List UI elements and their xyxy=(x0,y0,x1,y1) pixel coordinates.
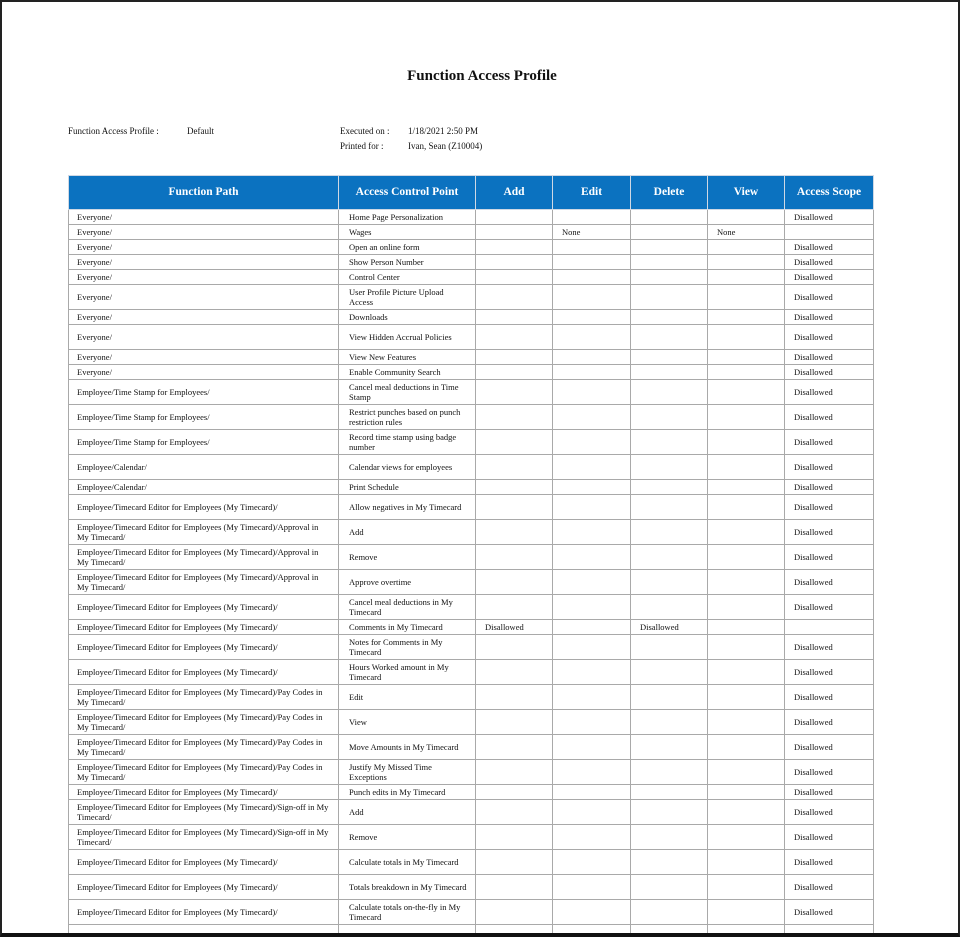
cell-function-path: Employee/Timecard Editor for Employees (My Timecard)/ xyxy=(69,850,339,875)
cell-view xyxy=(708,570,785,595)
cell-access-scope: Disallowed xyxy=(785,685,874,710)
cell-add xyxy=(476,225,553,240)
cell-add xyxy=(476,480,553,495)
cell-add: Disallowed xyxy=(476,620,553,635)
cell-access-control-point: Justify My Missed Time Exceptions xyxy=(339,760,476,785)
printed-value: Ivan, Sean (Z10004) xyxy=(408,141,482,151)
cell-access-scope: Disallowed xyxy=(785,925,874,937)
cell-access-scope: Disallowed xyxy=(785,325,874,350)
cell-add xyxy=(476,660,553,685)
cell-access-scope: Disallowed xyxy=(785,405,874,430)
cell-view xyxy=(708,925,785,937)
cell-view xyxy=(708,660,785,685)
cell-add xyxy=(476,455,553,480)
table-row xyxy=(69,685,874,710)
table-row xyxy=(69,430,874,455)
cell-edit xyxy=(553,430,631,455)
cell-add xyxy=(476,405,553,430)
col-access-control-point: Access Control Point xyxy=(339,176,476,210)
cell-view xyxy=(708,210,785,225)
cell-delete xyxy=(631,455,708,480)
col-access-scope: Access Scope xyxy=(785,176,874,210)
cell-access-control-point: Home Page Personalization xyxy=(339,210,476,225)
cell-view xyxy=(708,255,785,270)
cell-edit xyxy=(553,620,631,635)
table-row xyxy=(69,480,874,495)
cell-access-control-point: Remove xyxy=(339,545,476,570)
cell-add xyxy=(476,430,553,455)
cell-access-control-point: Control Center xyxy=(339,270,476,285)
cell-delete xyxy=(631,520,708,545)
col-view: View xyxy=(708,176,785,210)
cell-function-path: Everyone/ xyxy=(69,270,339,285)
cell-add xyxy=(476,380,553,405)
cell-access-scope: Disallowed xyxy=(785,850,874,875)
cell-edit xyxy=(553,405,631,430)
cell-view xyxy=(708,850,785,875)
cell-add xyxy=(476,255,553,270)
cell-view xyxy=(708,785,785,800)
cell-add xyxy=(476,635,553,660)
cell-delete xyxy=(631,850,708,875)
cell-add xyxy=(476,925,553,937)
cell-function-path: Employee/Timecard Editor for Employees (My Timecard)/ xyxy=(69,620,339,635)
cell-delete xyxy=(631,310,708,325)
cell-add xyxy=(476,825,553,850)
cell-function-path: Employee/Timecard Editor for Employees (My Timecard)/ xyxy=(69,900,339,925)
cell-view xyxy=(708,875,785,900)
cell-access-scope xyxy=(785,225,874,240)
cell-view xyxy=(708,595,785,620)
executed-label: Executed on : xyxy=(340,126,389,136)
cell-delete xyxy=(631,660,708,685)
table-row xyxy=(69,660,874,685)
cell-edit xyxy=(553,380,631,405)
cell-add xyxy=(476,285,553,310)
cell-access-scope: Disallowed xyxy=(785,365,874,380)
cell-function-path: Employee/Time Stamp for Employees/ xyxy=(69,380,339,405)
table-row xyxy=(69,325,874,350)
table-row xyxy=(69,380,874,405)
cell-access-scope: Disallowed xyxy=(785,875,874,900)
cell-add xyxy=(476,240,553,255)
cell-view: None xyxy=(708,225,785,240)
cell-add xyxy=(476,850,553,875)
cell-function-path: Employee/Time Stamp for Employees/ xyxy=(69,430,339,455)
cell-access-scope: Disallowed xyxy=(785,430,874,455)
cell-edit xyxy=(553,710,631,735)
cell-add xyxy=(476,495,553,520)
cell-delete xyxy=(631,760,708,785)
cell-access-control-point: Enable Community Search xyxy=(339,365,476,380)
cell-access-control-point: User Profile Picture Upload Access xyxy=(339,285,476,310)
table-row xyxy=(69,240,874,255)
cell-view xyxy=(708,310,785,325)
table-row xyxy=(69,735,874,760)
cell-access-scope: Disallowed xyxy=(785,660,874,685)
cell-view xyxy=(708,900,785,925)
cell-add xyxy=(476,875,553,900)
cell-access-control-point: View schedules in My timecard xyxy=(339,925,476,937)
cell-delete xyxy=(631,325,708,350)
cell-delete xyxy=(631,875,708,900)
cell-delete xyxy=(631,380,708,405)
cell-edit xyxy=(553,595,631,620)
cell-edit xyxy=(553,255,631,270)
table-row xyxy=(69,875,874,900)
table-row xyxy=(69,825,874,850)
cell-function-path: Employee/Calendar/ xyxy=(69,455,339,480)
cell-add xyxy=(476,760,553,785)
cell-access-control-point: Print Schedule xyxy=(339,480,476,495)
cell-edit xyxy=(553,850,631,875)
col-add: Add xyxy=(476,176,553,210)
col-delete: Delete xyxy=(631,176,708,210)
table-row xyxy=(69,365,874,380)
cell-access-control-point: Calculate totals in My Timecard xyxy=(339,850,476,875)
cell-access-scope: Disallowed xyxy=(785,635,874,660)
cell-access-scope: Disallowed xyxy=(785,255,874,270)
cell-edit xyxy=(553,825,631,850)
cell-access-scope: Disallowed xyxy=(785,800,874,825)
cell-view xyxy=(708,800,785,825)
cell-function-path: Employee/Time Stamp for Employees/ xyxy=(69,405,339,430)
cell-function-path: Employee/Timecard Editor for Employees (My Timecard)/Approval in My Timecard/ xyxy=(69,520,339,545)
table-row xyxy=(69,545,874,570)
cell-access-control-point: Hours Worked amount in My Timecard xyxy=(339,660,476,685)
cell-delete xyxy=(631,430,708,455)
cell-delete xyxy=(631,405,708,430)
cell-view xyxy=(708,430,785,455)
cell-access-scope: Disallowed xyxy=(785,825,874,850)
cell-access-scope xyxy=(785,620,874,635)
cell-access-control-point: Downloads xyxy=(339,310,476,325)
cell-access-control-point: Add xyxy=(339,800,476,825)
cell-view xyxy=(708,825,785,850)
cell-access-scope: Disallowed xyxy=(785,270,874,285)
cell-access-control-point: Notes for Comments in My Timecard xyxy=(339,635,476,660)
cell-function-path: Everyone/ xyxy=(69,365,339,380)
cell-view xyxy=(708,760,785,785)
cell-edit xyxy=(553,210,631,225)
cell-view xyxy=(708,735,785,760)
cell-add xyxy=(476,570,553,595)
table-row xyxy=(69,405,874,430)
cell-edit xyxy=(553,800,631,825)
cell-access-control-point: View xyxy=(339,710,476,735)
cell-access-scope: Disallowed xyxy=(785,480,874,495)
cell-access-scope: Disallowed xyxy=(785,900,874,925)
table-row xyxy=(69,635,874,660)
cell-edit xyxy=(553,570,631,595)
cell-add xyxy=(476,785,553,800)
cell-edit xyxy=(553,270,631,285)
cell-delete xyxy=(631,735,708,760)
cell-view xyxy=(708,710,785,735)
cell-access-scope: Disallowed xyxy=(785,350,874,365)
cell-delete xyxy=(631,255,708,270)
cell-delete xyxy=(631,285,708,310)
cell-edit xyxy=(553,925,631,937)
cell-access-scope: Disallowed xyxy=(785,785,874,800)
profile-label: Function Access Profile : xyxy=(68,126,159,136)
cell-access-scope: Disallowed xyxy=(785,595,874,620)
cell-function-path: Everyone/ xyxy=(69,210,339,225)
cell-delete xyxy=(631,225,708,240)
page-title: Function Access Profile xyxy=(2,68,960,85)
col-edit: Edit xyxy=(553,176,631,210)
cell-delete xyxy=(631,825,708,850)
cell-add xyxy=(476,800,553,825)
cell-add xyxy=(476,365,553,380)
table-row xyxy=(69,225,874,240)
cell-access-scope: Disallowed xyxy=(785,285,874,310)
col-function-path: Function Path xyxy=(69,176,339,210)
table-row xyxy=(69,850,874,875)
cell-view xyxy=(708,405,785,430)
table-row xyxy=(69,925,874,937)
cell-view xyxy=(708,380,785,405)
table-row xyxy=(69,595,874,620)
cell-access-scope: Disallowed xyxy=(785,210,874,225)
cell-access-scope: Disallowed xyxy=(785,545,874,570)
cell-access-scope: Disallowed xyxy=(785,240,874,255)
cell-delete xyxy=(631,350,708,365)
cell-access-scope: Disallowed xyxy=(785,495,874,520)
cell-edit xyxy=(553,685,631,710)
cell-function-path: Everyone/ xyxy=(69,350,339,365)
header-row xyxy=(69,176,874,210)
cell-access-scope: Disallowed xyxy=(785,455,874,480)
cell-function-path: Everyone/ xyxy=(69,310,339,325)
cell-function-path: Everyone/ xyxy=(69,240,339,255)
cell-edit xyxy=(553,325,631,350)
cell-delete xyxy=(631,270,708,285)
cell-view xyxy=(708,520,785,545)
cell-function-path: Employee/Timecard Editor for Employees (My Timecard)/Pay Codes in My Timecard/ xyxy=(69,685,339,710)
cell-edit xyxy=(553,760,631,785)
table-row xyxy=(69,620,874,635)
cell-function-path: Employee/Timecard Editor for Employees (My Timecard)/Pay Codes in My Timecard/ xyxy=(69,710,339,735)
cell-edit: None xyxy=(553,225,631,240)
cell-delete: Disallowed xyxy=(631,620,708,635)
cell-function-path: Everyone/ xyxy=(69,325,339,350)
cell-delete xyxy=(631,210,708,225)
cell-edit xyxy=(553,785,631,800)
cell-function-path: Employee/Calendar/ xyxy=(69,480,339,495)
cell-access-control-point: Restrict punches based on punch restriction rules xyxy=(339,405,476,430)
printed-label: Printed for : xyxy=(340,141,384,151)
cell-edit xyxy=(553,635,631,660)
cell-access-control-point: Open an online form xyxy=(339,240,476,255)
cell-edit xyxy=(553,310,631,325)
cell-edit xyxy=(553,480,631,495)
cell-view xyxy=(708,545,785,570)
cell-edit xyxy=(553,660,631,685)
cell-add xyxy=(476,350,553,365)
cell-access-scope: Disallowed xyxy=(785,310,874,325)
executed-value: 1/18/2021 2:50 PM xyxy=(408,126,478,136)
cell-function-path: Employee/Timecard Editor for Employees (My Timecard)/ xyxy=(69,635,339,660)
table-row xyxy=(69,350,874,365)
table-row xyxy=(69,800,874,825)
table-row xyxy=(69,900,874,925)
cell-function-path: Employee/Timecard Editor for Employees (My Timecard)/ xyxy=(69,925,339,937)
cell-view xyxy=(708,620,785,635)
cell-delete xyxy=(631,570,708,595)
cell-access-control-point: Wages xyxy=(339,225,476,240)
table-row xyxy=(69,255,874,270)
cell-edit xyxy=(553,240,631,255)
cell-edit xyxy=(553,735,631,760)
cell-delete xyxy=(631,925,708,937)
cell-access-control-point: Totals breakdown in My Timecard xyxy=(339,875,476,900)
cell-function-path: Employee/Timecard Editor for Employees (My Timecard)/ xyxy=(69,495,339,520)
cell-delete xyxy=(631,240,708,255)
cell-function-path: Everyone/ xyxy=(69,255,339,270)
table-row xyxy=(69,785,874,800)
cell-add xyxy=(476,685,553,710)
cell-edit xyxy=(553,455,631,480)
cell-function-path: Employee/Timecard Editor for Employees (My Timecard)/ xyxy=(69,785,339,800)
cell-view xyxy=(708,455,785,480)
cell-add xyxy=(476,900,553,925)
cell-access-control-point: Cancel meal deductions in My Timecard xyxy=(339,595,476,620)
cell-access-control-point: Comments in My Timecard xyxy=(339,620,476,635)
cell-access-control-point: Show Person Number xyxy=(339,255,476,270)
table-row xyxy=(69,310,874,325)
cell-delete xyxy=(631,365,708,380)
profile-value: Default xyxy=(187,126,214,136)
cell-edit xyxy=(553,495,631,520)
cell-access-control-point: Move Amounts in My Timecard xyxy=(339,735,476,760)
cell-view xyxy=(708,270,785,285)
cell-edit xyxy=(553,875,631,900)
cell-function-path: Everyone/ xyxy=(69,285,339,310)
cell-function-path: Employee/Timecard Editor for Employees (My Timecard)/Pay Codes in My Timecard/ xyxy=(69,735,339,760)
cell-add xyxy=(476,210,553,225)
table-row xyxy=(69,710,874,735)
cell-function-path: Employee/Timecard Editor for Employees (My Timecard)/Sign-off in My Timecard/ xyxy=(69,800,339,825)
cell-access-control-point: Edit xyxy=(339,685,476,710)
cell-function-path: Everyone/ xyxy=(69,225,339,240)
cell-access-control-point: Calculate totals on-the-fly in My Timecard xyxy=(339,900,476,925)
cell-access-control-point: Punch edits in My Timecard xyxy=(339,785,476,800)
table-row xyxy=(69,760,874,785)
cell-delete xyxy=(631,800,708,825)
cell-function-path: Employee/Timecard Editor for Employees (My Timecard)/ xyxy=(69,875,339,900)
cell-view xyxy=(708,325,785,350)
cell-access-scope: Disallowed xyxy=(785,520,874,545)
access-table xyxy=(68,175,874,937)
cell-function-path: Employee/Timecard Editor for Employees (My Timecard)/Sign-off in My Timecard/ xyxy=(69,825,339,850)
cell-add xyxy=(476,595,553,620)
cell-edit xyxy=(553,365,631,380)
cell-access-control-point: Cancel meal deductions in Time Stamp xyxy=(339,380,476,405)
cell-edit xyxy=(553,520,631,545)
cell-function-path: Employee/Timecard Editor for Employees (My Timecard)/Approval in My Timecard/ xyxy=(69,570,339,595)
cell-delete xyxy=(631,595,708,620)
cell-delete xyxy=(631,495,708,520)
table-row xyxy=(69,210,874,225)
table-row xyxy=(69,285,874,310)
cell-delete xyxy=(631,685,708,710)
cell-access-control-point: Approve overtime xyxy=(339,570,476,595)
table-row xyxy=(69,495,874,520)
cell-view xyxy=(708,285,785,310)
cell-view xyxy=(708,685,785,710)
cell-edit xyxy=(553,900,631,925)
cell-add xyxy=(476,310,553,325)
table-row xyxy=(69,270,874,285)
cell-view xyxy=(708,350,785,365)
cell-access-scope: Disallowed xyxy=(785,760,874,785)
cell-function-path: Employee/Timecard Editor for Employees (My Timecard)/ xyxy=(69,660,339,685)
cell-view xyxy=(708,635,785,660)
cell-edit xyxy=(553,285,631,310)
cell-function-path: Employee/Timecard Editor for Employees (My Timecard)/Pay Codes in My Timecard/ xyxy=(69,760,339,785)
cell-delete xyxy=(631,635,708,660)
cell-delete xyxy=(631,545,708,570)
cell-function-path: Employee/Timecard Editor for Employees (My Timecard)/ xyxy=(69,595,339,620)
table-row xyxy=(69,570,874,595)
cell-add xyxy=(476,270,553,285)
cell-access-control-point: Allow negatives in My Timecard xyxy=(339,495,476,520)
cell-view xyxy=(708,365,785,380)
cell-edit xyxy=(553,545,631,570)
cell-access-scope: Disallowed xyxy=(785,710,874,735)
cell-access-control-point: Remove xyxy=(339,825,476,850)
cell-access-scope: Disallowed xyxy=(785,735,874,760)
cell-delete xyxy=(631,710,708,735)
cell-edit xyxy=(553,350,631,365)
cell-access-control-point: View Hidden Accrual Policies xyxy=(339,325,476,350)
cell-access-control-point: Add xyxy=(339,520,476,545)
cell-access-control-point: Calendar views for employees xyxy=(339,455,476,480)
cell-access-scope: Disallowed xyxy=(785,380,874,405)
cell-add xyxy=(476,545,553,570)
table-row xyxy=(69,455,874,480)
cell-access-control-point: Record time stamp using badge number xyxy=(339,430,476,455)
cell-delete xyxy=(631,900,708,925)
cell-view xyxy=(708,495,785,520)
cell-add xyxy=(476,520,553,545)
cell-view xyxy=(708,480,785,495)
cell-delete xyxy=(631,785,708,800)
cell-add xyxy=(476,735,553,760)
cell-function-path: Employee/Timecard Editor for Employees (My Timecard)/Approval in My Timecard/ xyxy=(69,545,339,570)
cell-access-scope: Disallowed xyxy=(785,570,874,595)
cell-delete xyxy=(631,480,708,495)
cell-access-control-point: View New Features xyxy=(339,350,476,365)
cell-add xyxy=(476,710,553,735)
cell-add xyxy=(476,325,553,350)
table-row xyxy=(69,520,874,545)
cell-view xyxy=(708,240,785,255)
